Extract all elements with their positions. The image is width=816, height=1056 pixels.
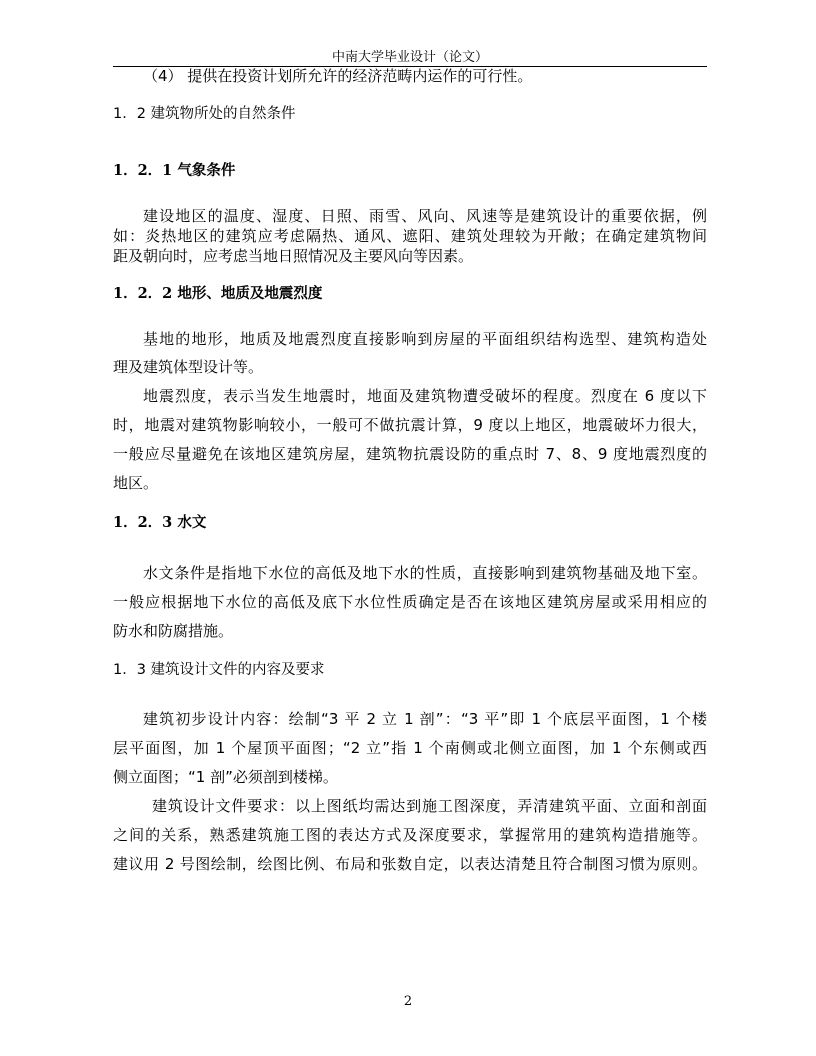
paragraph-prelim-line: 层平面图，加 1 个屋顶平面图；“2 立”指 1 个南侧或北侧立面图，加 1 个东侧或西 (113, 739, 707, 757)
paragraph-requirements-line: 之间的关系，熟悉建筑施工图的表达方式及深度要求，掌握常用的建筑构造措施等。 (113, 826, 707, 844)
paragraph-seismic-line: 地区。 (113, 474, 159, 492)
paragraph-seismic-line: 一般应尽量避免在该地区建筑房屋，建筑物抗震设防的重点时 7、8、9 度地震烈度的 (113, 445, 707, 463)
paragraph-requirements-line: 建议用 2 号图绘制，绘图比例、布局和张数自定，以表达清楚且符合制图习惯为原则。 (113, 855, 707, 873)
paragraph-climate-line: 建设地区的温度、湿度、日照、雨雪、风向、风速等是建筑设计的重要依据，例 (143, 207, 707, 225)
paragraph-prelim-line: 建筑初步设计内容：绘制“3 平 2 立 1 剖”：“3 平”即 1 个底层平面图，1 个楼 (143, 710, 707, 728)
page-number: 2 (403, 994, 413, 1009)
paragraph-terrain-line: 理及建筑体型设计等。 (113, 358, 264, 376)
paragraph-terrain-line: 基地的地形，地质及地震烈度直接影响到房屋的平面组织结构选型、建筑构造处 (143, 330, 707, 348)
paragraph-hydro-line: 水文条件是指地下水位的高低及地下水的性质，直接影响到建筑物基础及地下室。 (143, 564, 707, 582)
page-header: 中南大学毕业设计（论文） (113, 49, 707, 67)
section-heading-1-2: 1．2 建筑物所处的自然条件 (113, 106, 296, 122)
paragraph-seismic-line: 地震烈度，表示当发生地震时，地面及建筑物遭受破坏的程度。烈度在 6 度以下 (143, 387, 707, 405)
list-item-4: （4） 提供在投资计划所允许的经济范畴内运作的可行性。 (143, 67, 533, 85)
paragraph-climate-line: 距及朝向时，应考虑当地日照情况及主要风向等因素。 (113, 247, 474, 265)
paragraph-seismic-line: 时，地震对建筑物影响较小，一般可不做抗震计算，9 度以上地区，地震破坏力很大， (113, 416, 707, 434)
section-heading-1-2-1: 1．2．1 气象条件 (113, 162, 236, 179)
paragraph-climate-line: 如：炎热地区的建筑应考虑隔热、通风、遮阳、建筑处理较为开敞；在确定建筑物间 (113, 227, 707, 245)
paragraph-requirements-line: 建筑设计文件要求：以上图纸均需达到施工图深度，弄清建筑平面、立面和剖面 (152, 797, 707, 815)
paragraph-prelim-line: 侧立面图；“1 剖”必须剖到楼梯。 (113, 768, 338, 786)
paragraph-hydro-line: 一般应根据地下水位的高低及底下水位性质确定是否在该地区建筑房屋或采用相应的 (113, 593, 707, 611)
section-heading-1-2-3: 1．2．3 水文 (113, 514, 207, 531)
paragraph-hydro-line: 防水和防腐措施。 (113, 622, 234, 640)
section-heading-1-3: 1．3 建筑设计文件的内容及要求 (113, 662, 325, 678)
section-heading-1-2-2: 1．2．2 地形、地质及地震烈度 (113, 285, 323, 302)
